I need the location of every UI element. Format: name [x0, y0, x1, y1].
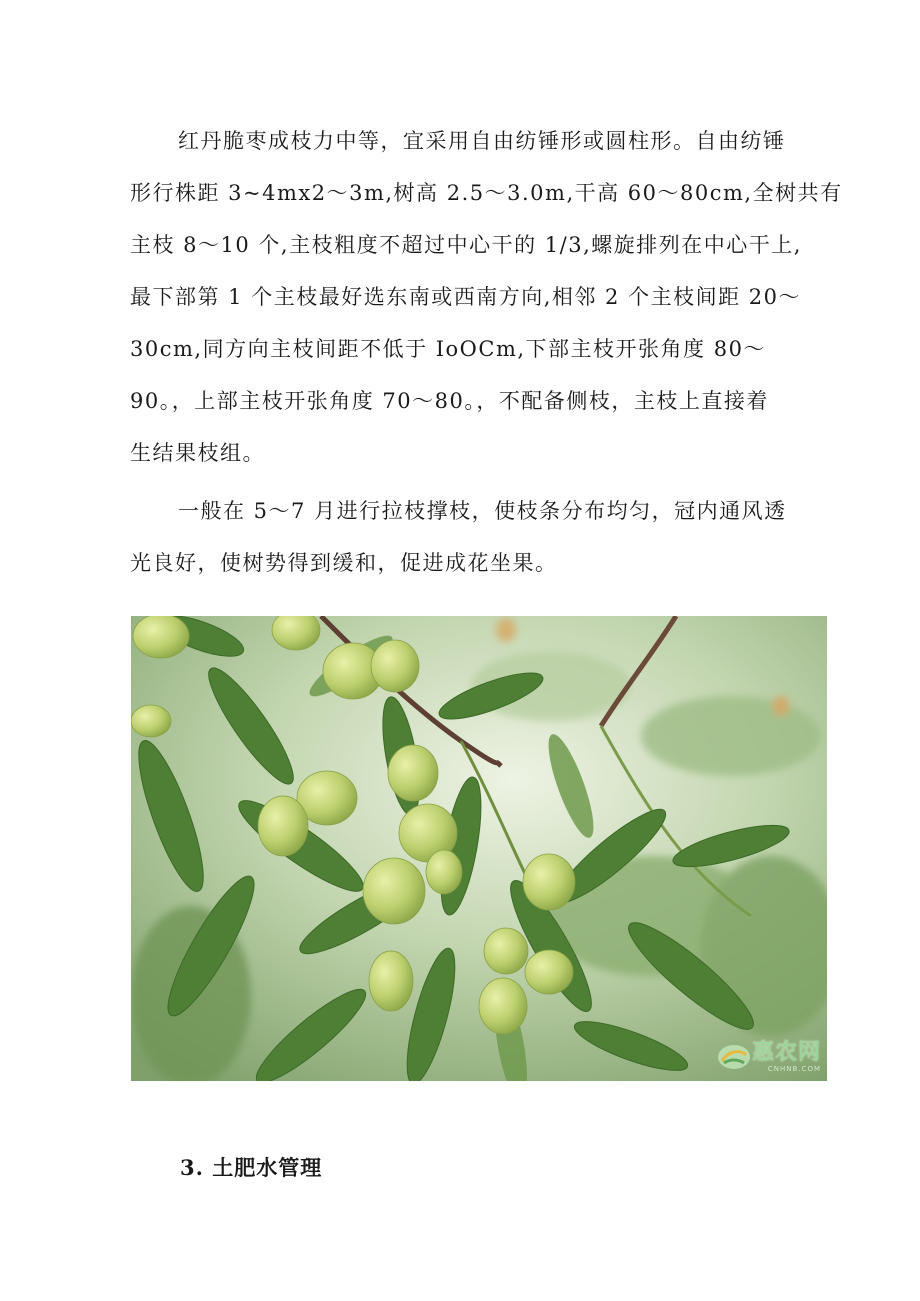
section-heading: 3. 土肥水管理 [180, 1155, 323, 1180]
paragraph-line: 光良好，使树势得到缓和，促进成花坐果。 [130, 551, 558, 575]
paragraph-line: 30cm,同方向主枝间距不低于 IoOCm,下部主枝开张角度 80～ [130, 337, 766, 361]
paragraph-line: 生结果枝组。 [130, 441, 265, 465]
paragraph-line: 最下部第 1 个主枝最好选东南或西南方向,相邻 2 个主枝间距 20～ [130, 285, 801, 309]
watermark-subtext: CNHNB.COM [767, 1065, 821, 1073]
watermark-text-block [752, 1041, 821, 1073]
paragraph-pruning [130, 115, 843, 479]
paragraph-line: 主枝 8～10 个,主枝粗度不超过中心干的 1/3,螺旋排列在中心干上, [130, 233, 802, 257]
jujube-photo [131, 616, 827, 1081]
paragraph-line: 90。，上部主枝开张角度 70～80。，不配备侧枝，主枝上直接着 [130, 389, 769, 413]
paragraph-branch-pulling [130, 485, 830, 589]
leaf-logo-icon [716, 1043, 752, 1071]
paragraph-line: 形行株距 3~4mx2～3m,树高 2.5～3.0m,干高 60～80cm,全树共有 [130, 181, 843, 205]
watermark-logo [716, 1041, 821, 1073]
watermark-text: 惠农网 [751, 1040, 821, 1065]
jujube-photo-illustration [131, 616, 827, 1081]
paragraph-line: 一般在 5～7 月进行拉枝撑枝，使枝条分布均匀，冠内通风透 [178, 499, 787, 523]
paragraph-line: 红丹脆枣成枝力中等，宜采用自由纺锤形或圆柱形。自由纺锤 [178, 129, 786, 153]
